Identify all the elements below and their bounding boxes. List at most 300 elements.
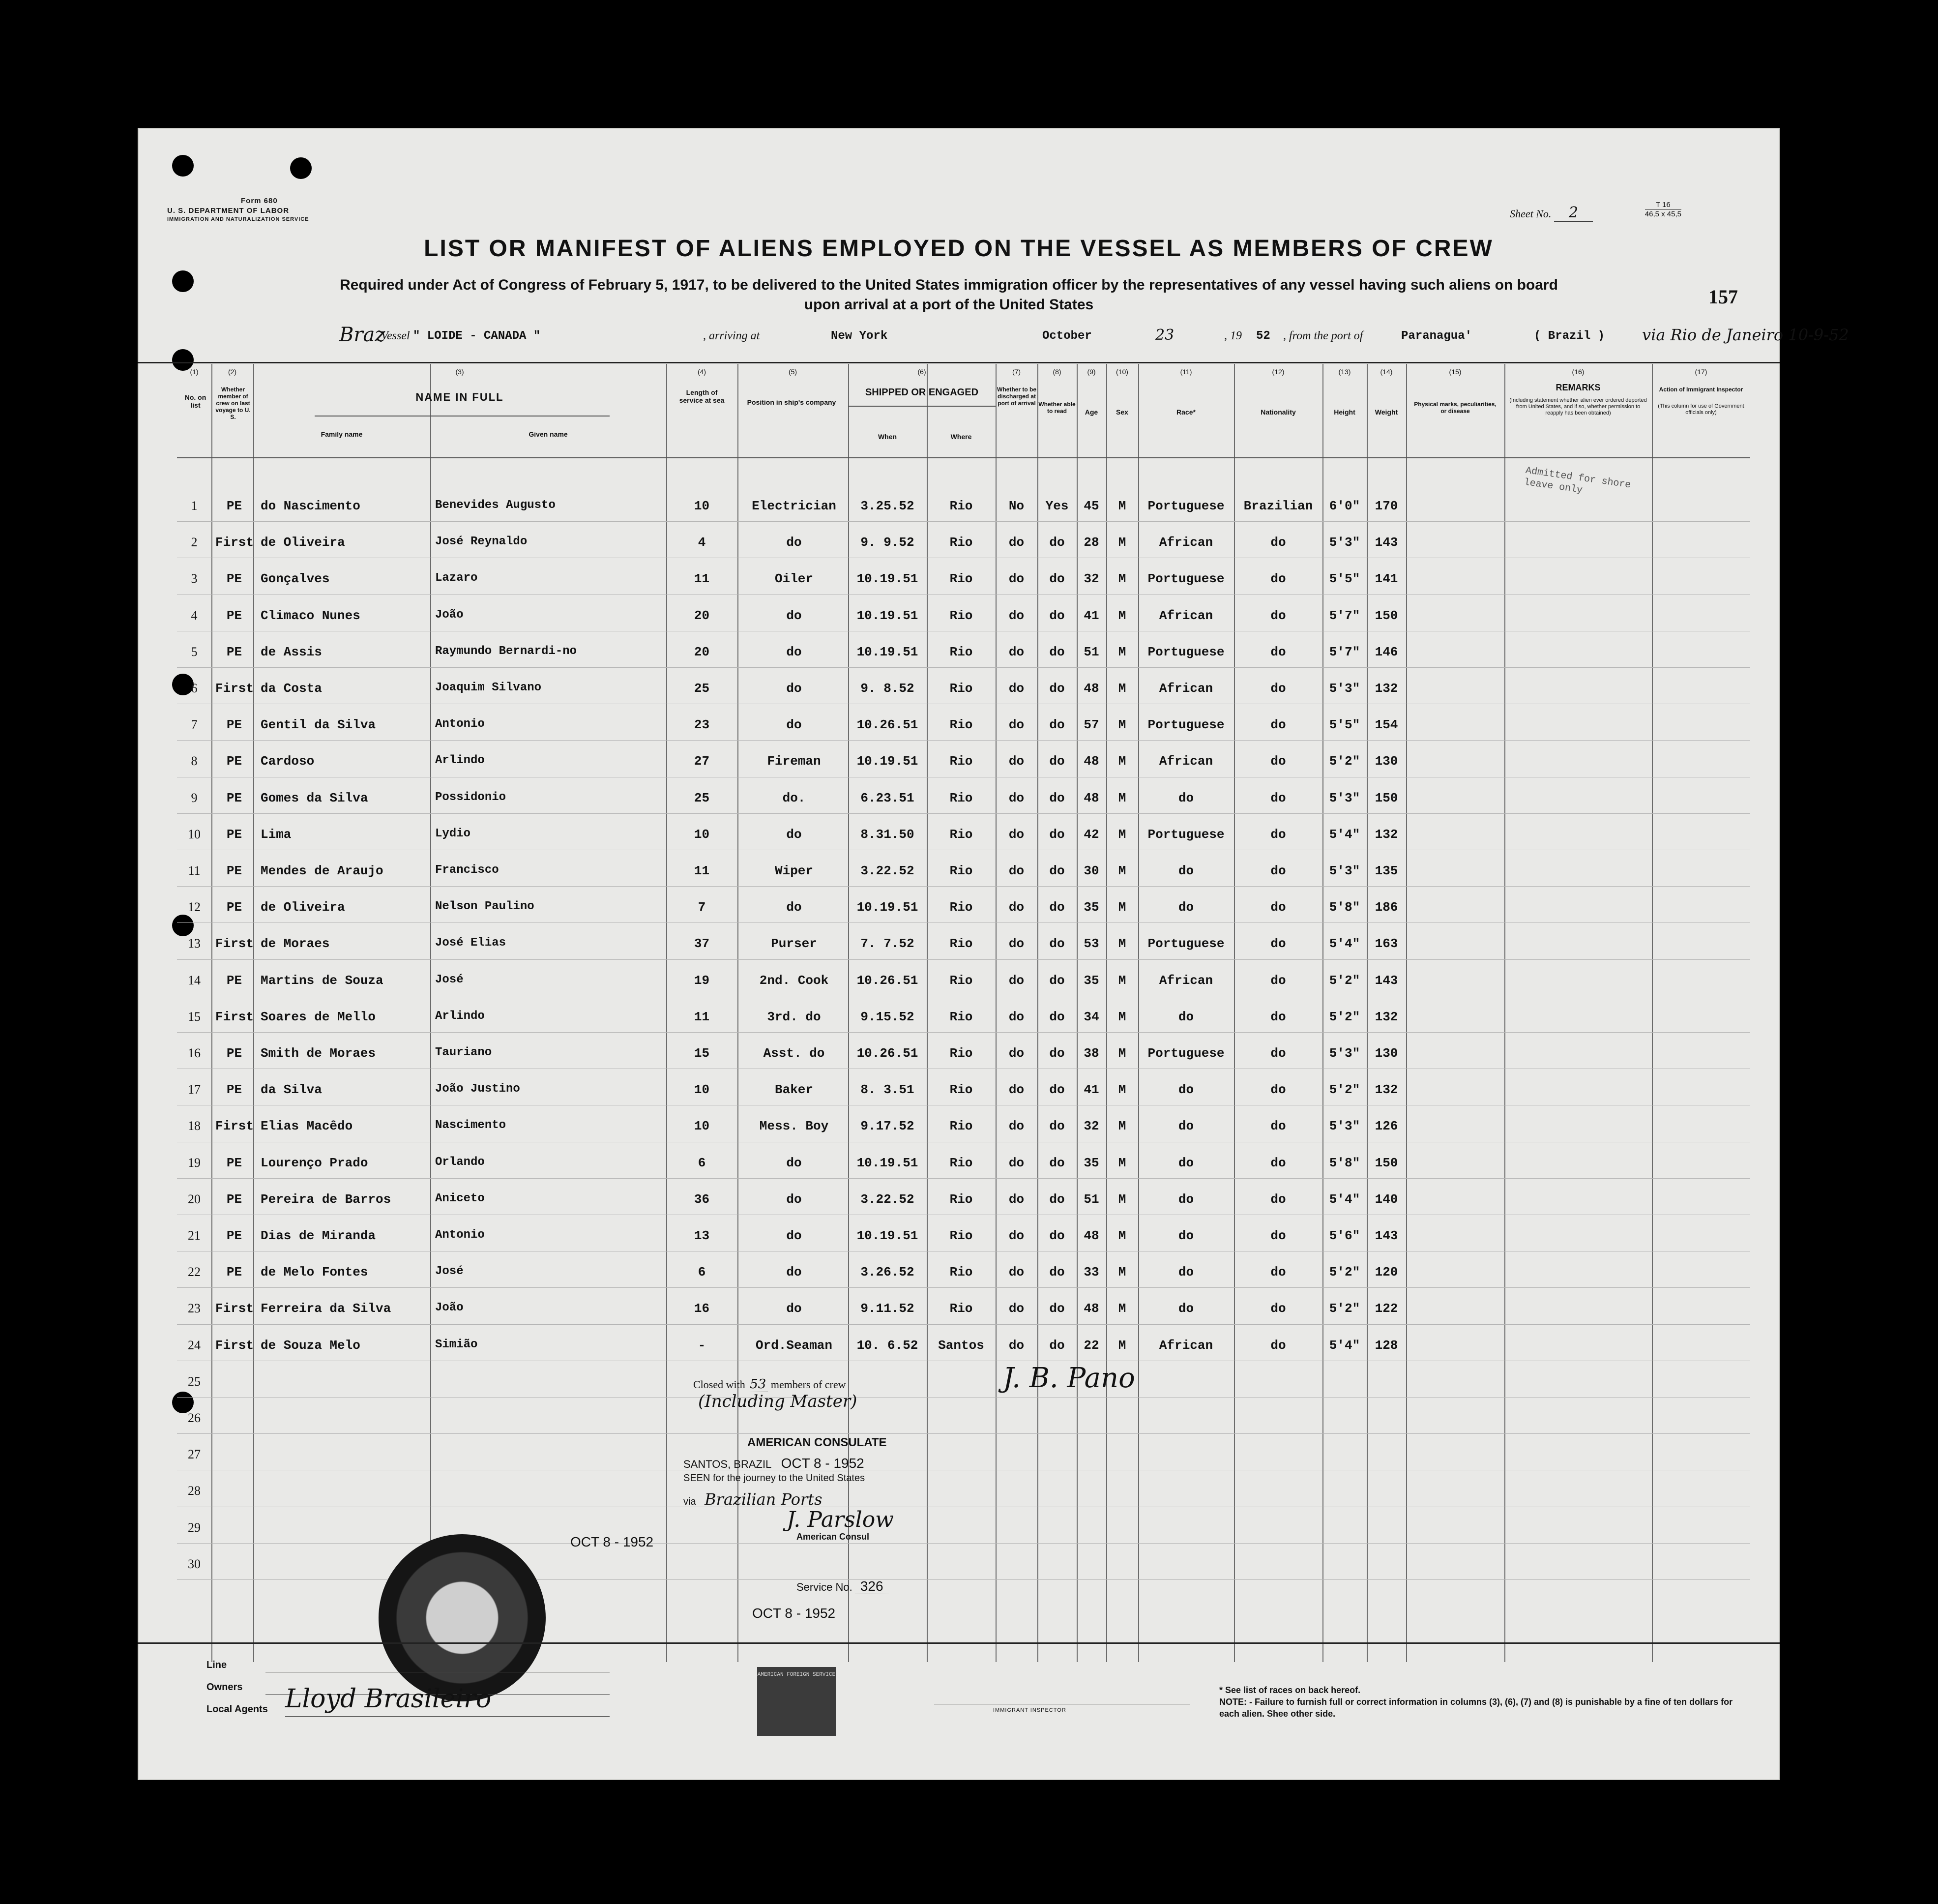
cell-service: 4 (698, 535, 706, 550)
cell-nationality: do (1270, 717, 1286, 733)
cell-weight: 141 (1375, 571, 1398, 587)
cell-race: do (1178, 1119, 1194, 1134)
cell-where: Rio (949, 827, 973, 842)
consular-seal-icon (379, 1534, 546, 1701)
cell-age: 48 (1084, 754, 1099, 769)
cell-member: PE (226, 1265, 242, 1280)
cell-discharged: do (1008, 535, 1025, 550)
cell-position: do (786, 1265, 802, 1280)
cell-read: do (1049, 1082, 1065, 1098)
cell-race: do (1178, 1301, 1194, 1316)
column-number: (11) (1180, 368, 1192, 376)
cell-position: do (786, 900, 802, 915)
column-number: (9) (1087, 368, 1096, 376)
cell-where: Rio (949, 1155, 973, 1170)
cell-no: 7 (191, 717, 198, 732)
table-row (177, 1180, 1750, 1217)
cell-position: do (786, 1191, 802, 1207)
cell-discharged: do (1008, 973, 1025, 988)
cell-sex: M (1118, 1155, 1126, 1170)
cell-no: 24 (188, 1338, 201, 1352)
cell-age: 22 (1084, 1338, 1099, 1353)
cell-weight: 130 (1375, 754, 1398, 769)
header-race: Race* (1176, 408, 1196, 416)
consulate-place-date: SANTOS, BRAZIL OCT 8 - 1952 (683, 1456, 864, 1471)
vessel-label: Vessel (381, 329, 410, 342)
cell-race: Portuguese (1147, 827, 1225, 842)
empty-row (177, 1363, 1750, 1399)
cell-nationality: do (1270, 1301, 1286, 1316)
cell-race: do (1178, 1265, 1194, 1280)
cell-when: 10.26.51 (856, 717, 918, 733)
cell-age: 48 (1084, 790, 1099, 805)
cell-read: do (1049, 1301, 1065, 1316)
cell-read: do (1049, 790, 1065, 805)
cell-height: 5'8" (1329, 900, 1360, 915)
cell-no: 14 (188, 973, 201, 987)
header-family-name: Family name (321, 430, 363, 438)
cell-member: PE (226, 1155, 242, 1170)
cell-weight: 150 (1375, 1155, 1398, 1170)
consul-signature: J. Parslow (787, 1507, 894, 1532)
cell-discharged: do (1008, 936, 1025, 952)
header-weight: Weight (1375, 408, 1398, 416)
cell-family: Elias Macêdo (261, 1119, 353, 1134)
cell-height: 5'3" (1329, 1119, 1360, 1134)
manifest-table (177, 364, 1750, 1662)
cell-nationality: do (1270, 608, 1286, 623)
cell-nationality: do (1270, 1119, 1286, 1134)
cell-height: 5'2" (1329, 1301, 1360, 1316)
cell-discharged: No (1008, 499, 1025, 513)
cell-given: Nelson Paulino (435, 900, 534, 914)
cell-discharged: do (1008, 1119, 1025, 1134)
cell-family: Martins de Souza (261, 973, 383, 988)
cell-member: PE (226, 1046, 242, 1061)
cell-sex: M (1118, 863, 1126, 878)
cell-where: Rio (949, 936, 973, 952)
cell-race: do (1178, 1228, 1194, 1243)
cell-member: PE (226, 717, 242, 733)
table-row (177, 706, 1750, 742)
consul-label: American Consul (796, 1532, 870, 1542)
cell-read: Yes (1045, 499, 1069, 513)
cell-no: 11 (188, 863, 201, 878)
cell-sex: M (1118, 936, 1126, 952)
closing-line: Closed with 53 members of crew (693, 1377, 846, 1392)
cell-position: Baker (774, 1082, 813, 1098)
cell-where: Rio (949, 1119, 973, 1134)
cell-position: do (786, 1301, 802, 1316)
cell-read: do (1049, 608, 1065, 623)
header-name-in-full: NAME IN FULL (415, 391, 504, 403)
cell-family: Dias de Miranda (261, 1228, 376, 1243)
cell-race: do (1178, 900, 1194, 915)
cell-read: do (1049, 1265, 1065, 1280)
cell-family: Pereira de Barros (261, 1191, 391, 1207)
cell-family: Cardoso (261, 754, 315, 769)
cell-sex: M (1118, 644, 1126, 659)
cell-read: do (1049, 1338, 1065, 1353)
header-sex: Sex (1116, 408, 1128, 416)
cell-sex: M (1118, 1265, 1126, 1280)
cell-where: Rio (949, 644, 973, 659)
cell-discharged: do (1008, 900, 1025, 915)
cell-member: PE (226, 499, 242, 513)
cell-discharged: do (1008, 644, 1025, 659)
cell-sex: M (1118, 1191, 1126, 1207)
cell-no: 22 (188, 1265, 201, 1279)
service-number: Service No. 326 (796, 1578, 888, 1594)
cell-when: 8. 3.51 (860, 1082, 914, 1098)
cell-where: Rio (949, 973, 973, 988)
cell-height: 5'8" (1329, 1155, 1360, 1170)
cell-service: 10 (694, 1119, 710, 1134)
cell-age: 28 (1084, 535, 1099, 550)
cell-discharged: do (1008, 827, 1025, 842)
cell-where: Rio (949, 499, 973, 513)
cell-no: 25 (188, 1374, 201, 1389)
cell-when: 7. 7.52 (860, 936, 914, 952)
cell-family: de Assis (261, 644, 322, 659)
cell-where: Rio (949, 535, 973, 550)
cell-when: 10.19.51 (856, 900, 918, 915)
date-stamp: OCT 8 - 1952 (752, 1606, 836, 1621)
cell-given: Simião (435, 1338, 478, 1351)
cell-member: First (215, 1301, 254, 1316)
cell-read: do (1049, 900, 1065, 915)
cell-age: 53 (1084, 936, 1099, 952)
cell-age: 34 (1084, 1009, 1099, 1024)
cell-discharged: do (1008, 1082, 1025, 1098)
cell-nationality: do (1270, 644, 1286, 659)
cell-nationality: do (1270, 863, 1286, 878)
punch-hole-icon (172, 270, 194, 292)
cell-weight: 146 (1375, 644, 1398, 659)
cell-read: do (1049, 973, 1065, 988)
cell-when: 10.19.51 (856, 1155, 918, 1170)
cell-given: João Justino (435, 1082, 520, 1096)
cell-position: do (786, 681, 802, 696)
cell-race: African (1159, 754, 1213, 769)
cell-member: PE (226, 754, 242, 769)
cell-position: Ord.Seaman (755, 1338, 833, 1353)
cell-service: 20 (694, 644, 710, 659)
cell-weight: 122 (1375, 1301, 1398, 1316)
table-row (177, 1071, 1750, 1107)
cell-position: do (786, 1228, 802, 1243)
cell-when: 10. 6.52 (856, 1338, 918, 1353)
cell-family: Lourenço Prado (261, 1155, 368, 1170)
cell-no: 29 (188, 1520, 201, 1535)
cell-when: 9.11.52 (860, 1301, 914, 1316)
cell-nationality: do (1270, 754, 1286, 769)
cell-nationality: do (1270, 900, 1286, 915)
cell-read: do (1049, 1155, 1065, 1170)
table-row (177, 998, 1750, 1034)
cell-discharged: do (1008, 717, 1025, 733)
cell-no: 30 (188, 1556, 201, 1571)
footer-rule (138, 1642, 1780, 1644)
cell-where: Rio (949, 863, 973, 878)
table-row (177, 852, 1750, 888)
cell-age: 48 (1084, 1301, 1099, 1316)
cell-race: do (1178, 1155, 1194, 1170)
table-row (177, 633, 1750, 669)
arrival-year: 52 (1256, 329, 1270, 343)
cell-when: 10.19.51 (856, 1228, 918, 1243)
cell-no: 26 (188, 1411, 201, 1425)
cell-nationality: do (1270, 973, 1286, 988)
cell-age: 51 (1084, 644, 1099, 659)
cell-service: 13 (694, 1228, 710, 1243)
cell-service: 11 (694, 571, 710, 587)
cell-height: 5'2" (1329, 973, 1360, 988)
cell-discharged: do (1008, 1046, 1025, 1061)
cell-nationality: do (1270, 790, 1286, 805)
cell-race: African (1159, 1338, 1213, 1353)
cell-no: 9 (191, 790, 198, 805)
cell-age: 51 (1084, 1191, 1099, 1207)
cell-family: de Oliveira (261, 900, 345, 915)
cell-service: 7 (698, 900, 706, 915)
column-number: (14) (1380, 368, 1393, 376)
cell-nationality: do (1270, 1082, 1286, 1098)
cell-height: 5'2" (1329, 1009, 1360, 1024)
table-row (177, 1217, 1750, 1253)
cell-sex: M (1118, 608, 1126, 623)
cell-height: 5'7" (1329, 608, 1360, 623)
table-row (177, 1144, 1750, 1180)
cell-read: do (1049, 863, 1065, 878)
cell-race: do (1178, 1191, 1194, 1207)
cell-sex: M (1118, 1046, 1126, 1061)
cell-given: Arlindo (435, 1009, 485, 1023)
cell-given: Benevides Augusto (435, 499, 556, 512)
column-number: (3) (455, 368, 464, 376)
cell-sex: M (1118, 754, 1126, 769)
line-label: Line (206, 1660, 227, 1670)
cell-given: João (435, 1301, 464, 1315)
cell-given: João (435, 608, 464, 622)
cell-height: 6'0" (1329, 499, 1360, 513)
owners-label: Owners (206, 1682, 243, 1693)
sheet-number-value: 2 (1554, 204, 1593, 222)
cell-age: 30 (1084, 863, 1099, 878)
cell-given: Possidonio (435, 790, 506, 804)
cell-where: Rio (949, 608, 973, 623)
cell-member: First (215, 1338, 254, 1353)
consulate-seen: SEEN for the journey to the United States (683, 1473, 865, 1484)
cell-no: 28 (188, 1484, 201, 1498)
inspector-label: IMMIGRANT INSPECTOR (993, 1707, 1066, 1713)
cell-nationality: do (1270, 1046, 1286, 1061)
cell-height: 5'3" (1329, 790, 1360, 805)
cell-when: 10.19.51 (856, 644, 918, 659)
cell-position: Electrician (752, 499, 836, 513)
table-row (177, 924, 1750, 961)
cell-race: African (1159, 973, 1213, 988)
cell-nationality: do (1270, 1228, 1286, 1243)
cell-weight: 132 (1375, 681, 1398, 696)
cell-no: 6 (191, 681, 198, 695)
service-name: IMMIGRATION AND NATURALIZATION SERVICE (167, 216, 309, 222)
cell-weight: 120 (1375, 1265, 1398, 1280)
header-age: Age (1085, 408, 1098, 416)
cell-no: 13 (188, 936, 201, 951)
cell-discharged: do (1008, 571, 1025, 587)
cell-given: Aniceto (435, 1191, 485, 1205)
header-where: Where (950, 433, 972, 441)
cell-weight: 143 (1375, 535, 1398, 550)
header-nationality: Nationality (1261, 408, 1296, 416)
table-row (177, 779, 1750, 815)
cell-age: 45 (1084, 499, 1099, 513)
cell-family: do Nascimento (261, 499, 360, 513)
table-row (177, 888, 1750, 924)
cell-no: 4 (191, 608, 198, 623)
cell-sex: M (1118, 973, 1126, 988)
cell-read: do (1049, 1009, 1065, 1024)
cell-height: 5'3" (1329, 863, 1360, 878)
cell-nationality: do (1270, 571, 1286, 587)
table-row (177, 742, 1750, 778)
crew-count: 53 (748, 1377, 768, 1392)
arrival-port: New York (831, 329, 888, 343)
cell-given: Nascimento (435, 1119, 506, 1132)
cell-no: 27 (188, 1447, 201, 1462)
cell-read: do (1049, 1191, 1065, 1207)
cell-no: 3 (191, 571, 198, 586)
cell-position: do (786, 644, 802, 659)
cell-discharged: do (1008, 1191, 1025, 1207)
cell-age: 41 (1084, 1082, 1099, 1098)
cell-height: 5'4" (1329, 1338, 1360, 1353)
column-number: (17) (1695, 368, 1707, 376)
cell-age: 41 (1084, 608, 1099, 623)
footer-note: * See list of races on back hereof. NOTE: - Failure to furnish full or correct information in columns (3), (6), (7) and (8) is punishable by a fine of ten dollars for each alien. Shee other side. (1219, 1685, 1733, 1719)
cell-age: 48 (1084, 1228, 1099, 1243)
empty-row (177, 1399, 1750, 1435)
department-name: U. S. DEPARTMENT OF LABOR (167, 207, 290, 215)
cell-given: José (435, 973, 464, 986)
cell-race: do (1178, 790, 1194, 805)
cell-when: 10.19.51 (856, 754, 918, 769)
cell-family: Gomes da Silva (261, 790, 368, 805)
cell-given: Joaquim Silvano (435, 681, 542, 694)
cell-service: 15 (694, 1046, 710, 1061)
cell-age: 35 (1084, 900, 1099, 915)
cell-height: 5'3" (1329, 535, 1360, 550)
header-action-note: (This column for use of Government officials only) (1658, 403, 1744, 416)
consulate-via: via Brazilian Ports (683, 1490, 822, 1509)
cell-weight: 163 (1375, 936, 1398, 952)
cell-where: Rio (949, 900, 973, 915)
flag-handwritten: Braz (339, 324, 385, 346)
cell-weight: 126 (1375, 1119, 1398, 1134)
cell-given: Antonio (435, 1228, 485, 1242)
header-discharged: Whether to be discharged at port of arrival (997, 386, 1036, 407)
cell-read: do (1049, 1228, 1065, 1243)
cell-sex: M (1118, 827, 1126, 842)
cell-race: Portuguese (1147, 644, 1225, 659)
cell-read: do (1049, 1046, 1065, 1061)
cell-position: do (786, 608, 802, 623)
cell-race: Portuguese (1147, 717, 1225, 733)
including-master: (Including Master) (698, 1392, 857, 1411)
cell-no: 17 (188, 1082, 201, 1097)
table-row (177, 596, 1750, 633)
cell-where: Rio (949, 571, 973, 587)
page-title: LIST OR MANIFEST OF ALIENS EMPLOYED ON THE VESSEL AS MEMBERS OF CREW (424, 236, 1494, 262)
table-row (177, 961, 1750, 998)
cell-member: PE (226, 644, 242, 659)
cell-race: African (1159, 608, 1213, 623)
cell-family: Gonçalves (261, 571, 330, 587)
cell-member: PE (226, 973, 242, 988)
cell-no: 5 (191, 644, 198, 659)
arrival-month: October (1042, 329, 1092, 343)
cell-where: Rio (949, 1191, 973, 1207)
column-number: (2) (228, 368, 237, 376)
cell-service: 27 (694, 754, 710, 769)
cell-weight: 132 (1375, 1009, 1398, 1024)
cell-when: 10.26.51 (856, 973, 918, 988)
cell-weight: 143 (1375, 973, 1398, 988)
cell-age: 38 (1084, 1046, 1099, 1061)
cell-member: First (215, 1009, 254, 1024)
column-number: (13) (1338, 368, 1351, 376)
cell-race: Portuguese (1147, 571, 1225, 587)
cell-nationality: do (1270, 1338, 1286, 1353)
cell-member: First (215, 681, 254, 696)
cell-when: 3.26.52 (860, 1265, 914, 1280)
from-country: ( Brazil ) (1534, 329, 1605, 343)
form-number: Form 680 (241, 197, 278, 205)
cell-member: First (215, 1119, 254, 1134)
table-row (177, 560, 1750, 596)
cell-sex: M (1118, 790, 1126, 805)
cell-weight: 170 (1375, 499, 1398, 513)
cell-discharged: do (1008, 1228, 1025, 1243)
punch-hole-icon (172, 155, 194, 177)
cell-family: de Oliveira (261, 535, 345, 550)
cell-when: 9. 8.52 (860, 681, 914, 696)
cell-member: First (215, 936, 254, 952)
cell-no: 8 (191, 754, 198, 769)
table-row (177, 815, 1750, 852)
cell-family: da Costa (261, 681, 322, 696)
cell-member: PE (226, 827, 242, 842)
cell-read: do (1049, 571, 1065, 587)
table-row (177, 1253, 1750, 1289)
cell-when: 10.26.51 (856, 1046, 918, 1061)
cell-position: 2nd. Cook (759, 973, 829, 988)
cell-service: 25 (694, 681, 710, 696)
column-number: (15) (1449, 368, 1462, 376)
cell-where: Rio (949, 1046, 973, 1061)
cell-where: Rio (949, 681, 973, 696)
cell-height: 5'2" (1329, 754, 1360, 769)
cell-service: 10 (694, 499, 710, 513)
cell-sex: M (1118, 681, 1126, 696)
cell-race: do (1178, 1082, 1194, 1098)
cell-given: Antonio (435, 717, 485, 731)
cell-position: do (786, 717, 802, 733)
cell-weight: 186 (1375, 900, 1398, 915)
consulate-title: AMERICAN CONSULATE (747, 1436, 887, 1449)
cell-race: Portuguese (1147, 1046, 1225, 1061)
